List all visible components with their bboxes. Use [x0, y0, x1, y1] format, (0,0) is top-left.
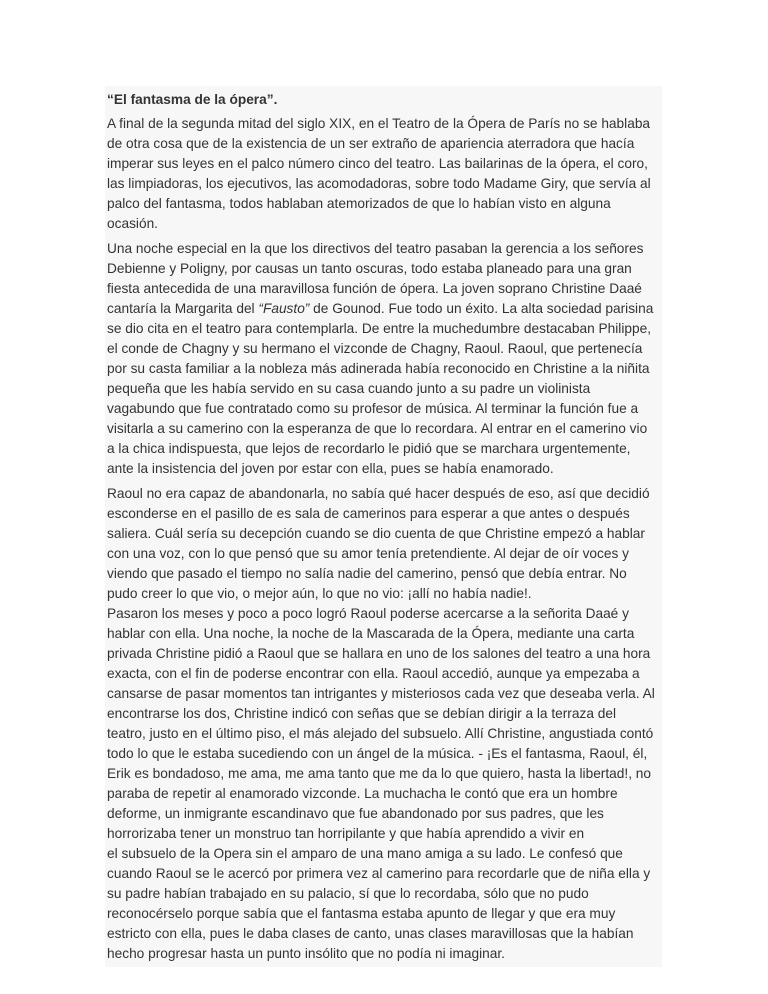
text-fragment: de Gounod. Fue todo un éxito. La alta sociedad parisina: [309, 301, 654, 316]
text-line: las limpiadoras, los ejecutivos, las acomodadoras, sobre todo Madame Giry, que servía al: [107, 176, 651, 191]
text-line: teatro, justo en el último piso, el más alejado del subsuelo. Allí Christine, angustiada contó: [107, 726, 654, 741]
text-line-fausto: [107, 299, 662, 319]
text-line: fiesta antecedida de una maravillosa función de ópera. La joven soprano Christine Daaé: [107, 281, 642, 296]
text-line: cuando Raoul se le acercó por primera vez al camerino para recordarle que de niña ella y: [107, 866, 651, 881]
paragraph-2: [105, 237, 662, 482]
text-line: de otra cosa que de la existencia de un ser extraño de apariencia aterradora que hacía: [107, 136, 635, 151]
text-line: reconocérselo porque sabía que el fantasma estaba apunto de llegar y que era muy: [107, 906, 616, 921]
text-line: pudo creer lo que vio, o mejor aún, lo que no vio: ¡allí no había nadie!.: [107, 586, 532, 601]
text-line: deforme, un inmigrante escandinavo que fue abandonado por sus padres, que les: [107, 806, 604, 821]
text-line: con una voz, con lo que pensó que su amor tenía pretendiente. Al dejar de oír voces y: [107, 546, 629, 561]
paragraph-1: [105, 112, 662, 237]
text-line: el conde de Chagny y su hermano el vizconde de Chagny, Raoul. Raoul, que pertenecía: [107, 341, 643, 356]
text-line: Erik es bondadoso, me ama, me ama tanto que me da lo que quiero, hasta la libertad!, no: [107, 766, 652, 781]
text-line: Una noche especial en la que los directivos del teatro pasaban la gerencia a los señores: [107, 241, 644, 256]
text-line: exacta, con el fin de poderse encontrar con ella. Raoul accedió, aunque ya empezaba a: [107, 666, 640, 681]
text-line: a la chica indispuesta, que lejos de recordarlo le pidió que se marchara urgentemente,: [107, 441, 631, 456]
text-line: saliera. Cuál sería su decepción cuando se dio cuenta de que Christine empezó a hablar: [107, 526, 645, 541]
text-line: vagabundo que fue contratado como su profesor de música. Al terminar la función fue a: [107, 401, 639, 416]
text-line: privada Christine pidió a Raoul que se hallara en uno de los salones del teatro a una hora: [107, 646, 651, 661]
text-line: ante la insistencia del joven por estar con ella, pues se había enamorado.: [107, 461, 554, 476]
text-line: ocasión.: [107, 216, 158, 231]
text-line: cansarse de pasar momentos tan intrigantes y misteriosos cada vez que deseaba verla. Al: [107, 686, 655, 701]
text-fragment: cantaría la Margarita del: [107, 301, 259, 316]
text-line: palco del fantasma, todos hablaban atemorizados de que lo habían visto en alguna: [107, 196, 611, 211]
text-line: todo lo que le estaba sucediendo con un ángel de la música. - ¡Es el fantasma, Raoul, él,: [107, 746, 648, 761]
paragraph-3: [105, 482, 662, 967]
text-line: visitarla a su camerino con la esperanza de que lo recordara. Al entrar en el camerino vio: [107, 421, 648, 436]
text-line: esconderse en el pasillo de es sala de camerinos para esperar a que antes o después: [107, 506, 630, 521]
text-line: hecho progresar hasta un punto insólito que no podía ni imaginar.: [107, 946, 505, 961]
text-line: A final de la segunda mitad del siglo XIX, en el Teatro de la Ópera de París no se hablaba: [107, 116, 651, 131]
text-line: Raoul no era capaz de abandonarla, no sabía qué hacer después de eso, así que decidió: [107, 486, 650, 501]
text-line: pequeña que les había servido en su casa cuando junto a su padre un violinista: [107, 381, 591, 396]
text-block: [105, 86, 662, 967]
text-line: el subsuelo de la Opera sin el amparo de una mano amiga a su lado. Le confesó que: [107, 846, 623, 861]
text-line: por su casta familiar a la nobleza más adinerada había reconocido en Christine a la niñita: [107, 361, 650, 376]
text-line: su padre habían trabajado en su palacio, sí que lo recordaba, sólo que no pudo: [107, 886, 589, 901]
text-line: imperar sus leyes en el palco número cinco del teatro. Las bailarinas de la ópera, el coro,: [107, 156, 648, 171]
text-line: paraba de repetir al enamorado vizconde. La muchacha le contó que era un hombre: [107, 786, 618, 801]
text-line: hablar con ella. Una noche, la noche de la Mascarada de la Ópera, mediante una carta: [107, 626, 635, 641]
text-line: Debienne y Poligny, por causas un tanto oscuras, todo estaba planeado para una gran: [107, 261, 632, 276]
text-line: horrorizaba tener un monstruo tan horripilante y que había aprendido a vivir en: [107, 826, 585, 841]
text-line: Pasaron los meses y poco a poco logró Raoul poderse acercarse a la señorita Daaé y: [107, 606, 629, 621]
text-line: viendo que pasado el tiempo no salía nadie del camerino, pensó que debía entrar. No: [107, 566, 627, 581]
text-line: se dio cita en el teatro para contemplarla. De entre la muchedumbre destacaban Philippe,: [107, 321, 652, 336]
document-title: “El fantasma de la ópera”.: [107, 92, 278, 107]
text-line: encontrarse los dos, Christine indicó con señas que se debían dirigir a la terraza del: [107, 706, 617, 721]
text-line: estricto con ella, pues le daba clases de canto, unas clases maravillosas que la habían: [107, 926, 634, 941]
fausto-italic: “Fausto”: [258, 301, 310, 316]
